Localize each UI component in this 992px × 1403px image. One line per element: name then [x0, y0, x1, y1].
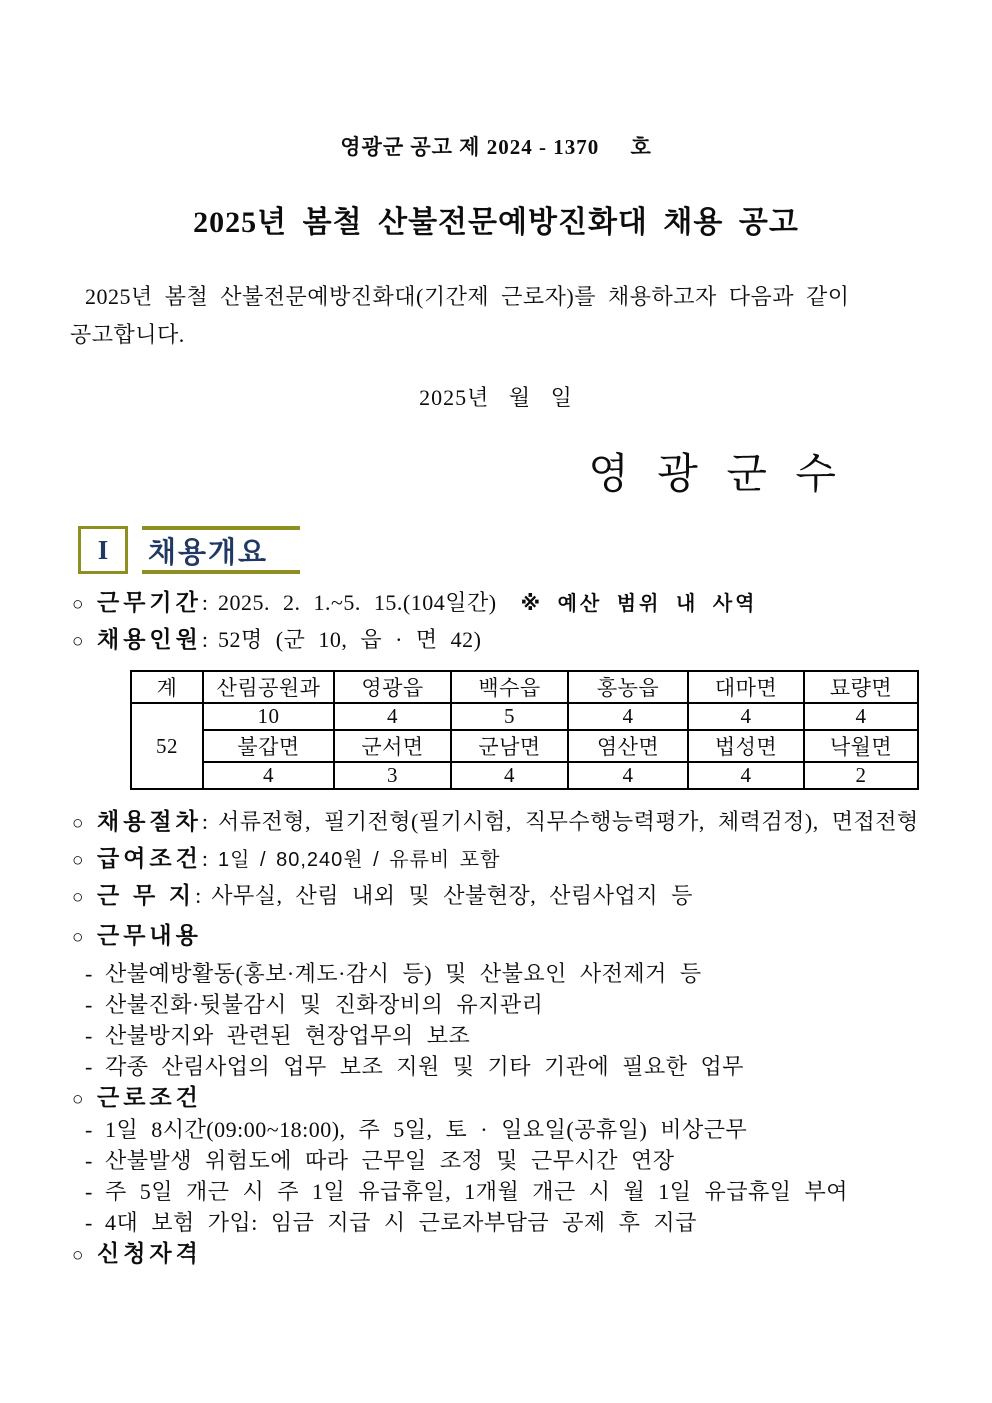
table-row [131, 762, 918, 789]
conditions-item-text: 주 5일 개근 시 주 1일 유급휴일, 1개월 개근 시 월 1일 유급휴일 부여 [105, 1179, 849, 1204]
dash-bullet: - [85, 1179, 93, 1204]
count-cell: 4 [334, 703, 451, 730]
table-row [131, 703, 918, 730]
conditions-header-line [70, 1086, 922, 1112]
dept-header-cell: 불갑면 [203, 730, 334, 762]
dept-header-cell: 대마면 [688, 671, 804, 703]
dash-bullet: - [85, 1148, 93, 1173]
workplace-value: 사무실, 산림 내외 및 산불현장, 산림사업지 등 [211, 883, 693, 908]
conditions-item [70, 1180, 922, 1204]
colon: : [201, 846, 208, 871]
headcount-line [70, 628, 922, 654]
circle-bullet: ○ [72, 631, 84, 652]
intro-paragraph [70, 278, 922, 354]
count-cell: 4 [568, 762, 688, 789]
count-cell: 3 [334, 762, 451, 789]
qualification-label: 신청자격 [97, 1241, 202, 1266]
dept-header-cell: 홍농읍 [568, 671, 688, 703]
dept-header-cell: 백수읍 [451, 671, 568, 703]
workplace-label: 근 무 지 [97, 883, 196, 908]
table-row [131, 730, 918, 762]
conditions-item-text: 산불발생 위험도에 따라 근무일 조정 및 근무시간 연장 [105, 1148, 675, 1173]
conditions-item [70, 1118, 922, 1142]
duties-item [70, 962, 922, 986]
dept-header-cell: 염산면 [568, 730, 688, 762]
conditions-item-text: 4대 보험 가입: 임금 지급 시 근로자부담금 공제 후 지급 [105, 1210, 697, 1235]
circle-bullet: ○ [72, 1245, 84, 1266]
dash-bullet: - [85, 1210, 93, 1235]
duties-item [70, 1055, 922, 1079]
signature-county-governor: 영 광 군 수 [588, 452, 845, 498]
count-cell: 4 [688, 703, 804, 730]
duties-item-text: 산불진화·뒷불감시 및 진화장비의 유지관리 [105, 992, 544, 1017]
dash-bullet: - [85, 992, 93, 1017]
count-cell: 4 [688, 762, 804, 789]
conditions-label: 근로조건 [97, 1085, 202, 1110]
pay-value: 1일 / 80,240원 / 유류비 포함 [218, 849, 501, 871]
circle-bullet: ○ [72, 927, 84, 948]
count-cell: 4 [203, 762, 334, 789]
dash-bullet: - [85, 1023, 93, 1048]
duties-label: 근무내용 [97, 923, 202, 948]
colon: : [195, 883, 202, 908]
headcount-value: 52명 (군 10, 읍 · 면 42) [218, 627, 482, 652]
section-numeral: I [97, 534, 109, 565]
dept-header-cell: 묘량면 [804, 671, 918, 703]
intro-line-1: 2025년 봄철 산불전문예방진화대(기간제 근로자)를 채용하고자 다음과 같이 [85, 284, 850, 309]
pay-line [70, 847, 922, 873]
duties-item-text: 각종 산림사업의 업무 보조 지원 및 기타 기관에 필요한 업무 [105, 1054, 745, 1079]
budget-note: ※ 예산 범위 내 사역 [520, 593, 758, 615]
dept-header-cell: 산림공원과 [203, 671, 334, 703]
section-title: 채용개요 [148, 536, 269, 569]
process-line [70, 810, 922, 836]
dept-header-cell: 군남면 [451, 730, 568, 762]
count-cell: 4 [568, 703, 688, 730]
colon: : [201, 590, 208, 615]
count-cell: 2 [804, 762, 918, 789]
process-label: 채용절차 [97, 809, 202, 834]
section-numeral-box [78, 526, 128, 574]
count-cell: 10 [203, 703, 334, 730]
count-cell: 4 [451, 762, 568, 789]
headcount-label: 채용인원 [97, 627, 202, 652]
workplace-line [70, 884, 922, 910]
count-cell: 5 [451, 703, 568, 730]
duties-item [70, 993, 922, 1017]
dept-header-cell: 군서면 [334, 730, 451, 762]
total-label-cell: 계 [131, 671, 203, 703]
allocation-table [130, 670, 919, 790]
section-title-bars [142, 526, 300, 574]
date-line: 2025년 월 일 [419, 385, 573, 410]
work-period-label: 근무기간 [97, 590, 202, 615]
dash-bullet: - [85, 1117, 93, 1142]
dept-header-cell: 법성면 [688, 730, 804, 762]
dept-header-cell: 영광읍 [334, 671, 451, 703]
duties-item-text: 산불예방활동(홍보·계도·감시 등) 및 산불요인 사전제거 등 [105, 961, 702, 986]
dash-bullet: - [85, 1054, 93, 1079]
pay-label: 급여조건 [97, 846, 202, 871]
section-1-header [78, 526, 922, 574]
colon: : [201, 809, 208, 834]
table-row [131, 671, 918, 703]
process-value: 서류전형, 필기전형(필기시험, 직무수행능력평가, 체력검정), 면접전형 [218, 809, 919, 834]
circle-bullet: ○ [72, 850, 84, 871]
circle-bullet: ○ [72, 594, 84, 615]
conditions-item-text: 1일 8시간(09:00~18:00), 주 5일, 토 · 일요일(공휴일) 비상근무 [105, 1117, 748, 1142]
notice-number: 영광군 공고 제 2024 - 1370 호 [340, 135, 652, 159]
work-period-value: 2025. 2. 1.~5. 15.(104일간) [218, 590, 497, 615]
duties-header-line [70, 924, 922, 950]
conditions-item [70, 1211, 922, 1235]
circle-bullet: ○ [72, 887, 84, 908]
colon: : [201, 627, 208, 652]
duties-item-text: 산불방지와 관련된 현장업무의 보조 [105, 1023, 471, 1048]
duties-item [70, 1024, 922, 1048]
document-title: 2025년 봄철 산불전문예방진화대 채용 공고 [193, 206, 799, 239]
circle-bullet: ○ [72, 1089, 84, 1110]
dash-bullet: - [85, 961, 93, 986]
dept-header-cell: 낙월면 [804, 730, 918, 762]
total-value-cell: 52 [131, 703, 203, 789]
count-cell: 4 [804, 703, 918, 730]
circle-bullet: ○ [72, 813, 84, 834]
conditions-item [70, 1149, 922, 1173]
qualification-line [70, 1242, 922, 1268]
intro-line-2: 공고합니다. [70, 322, 185, 347]
work-period-line [70, 591, 922, 617]
